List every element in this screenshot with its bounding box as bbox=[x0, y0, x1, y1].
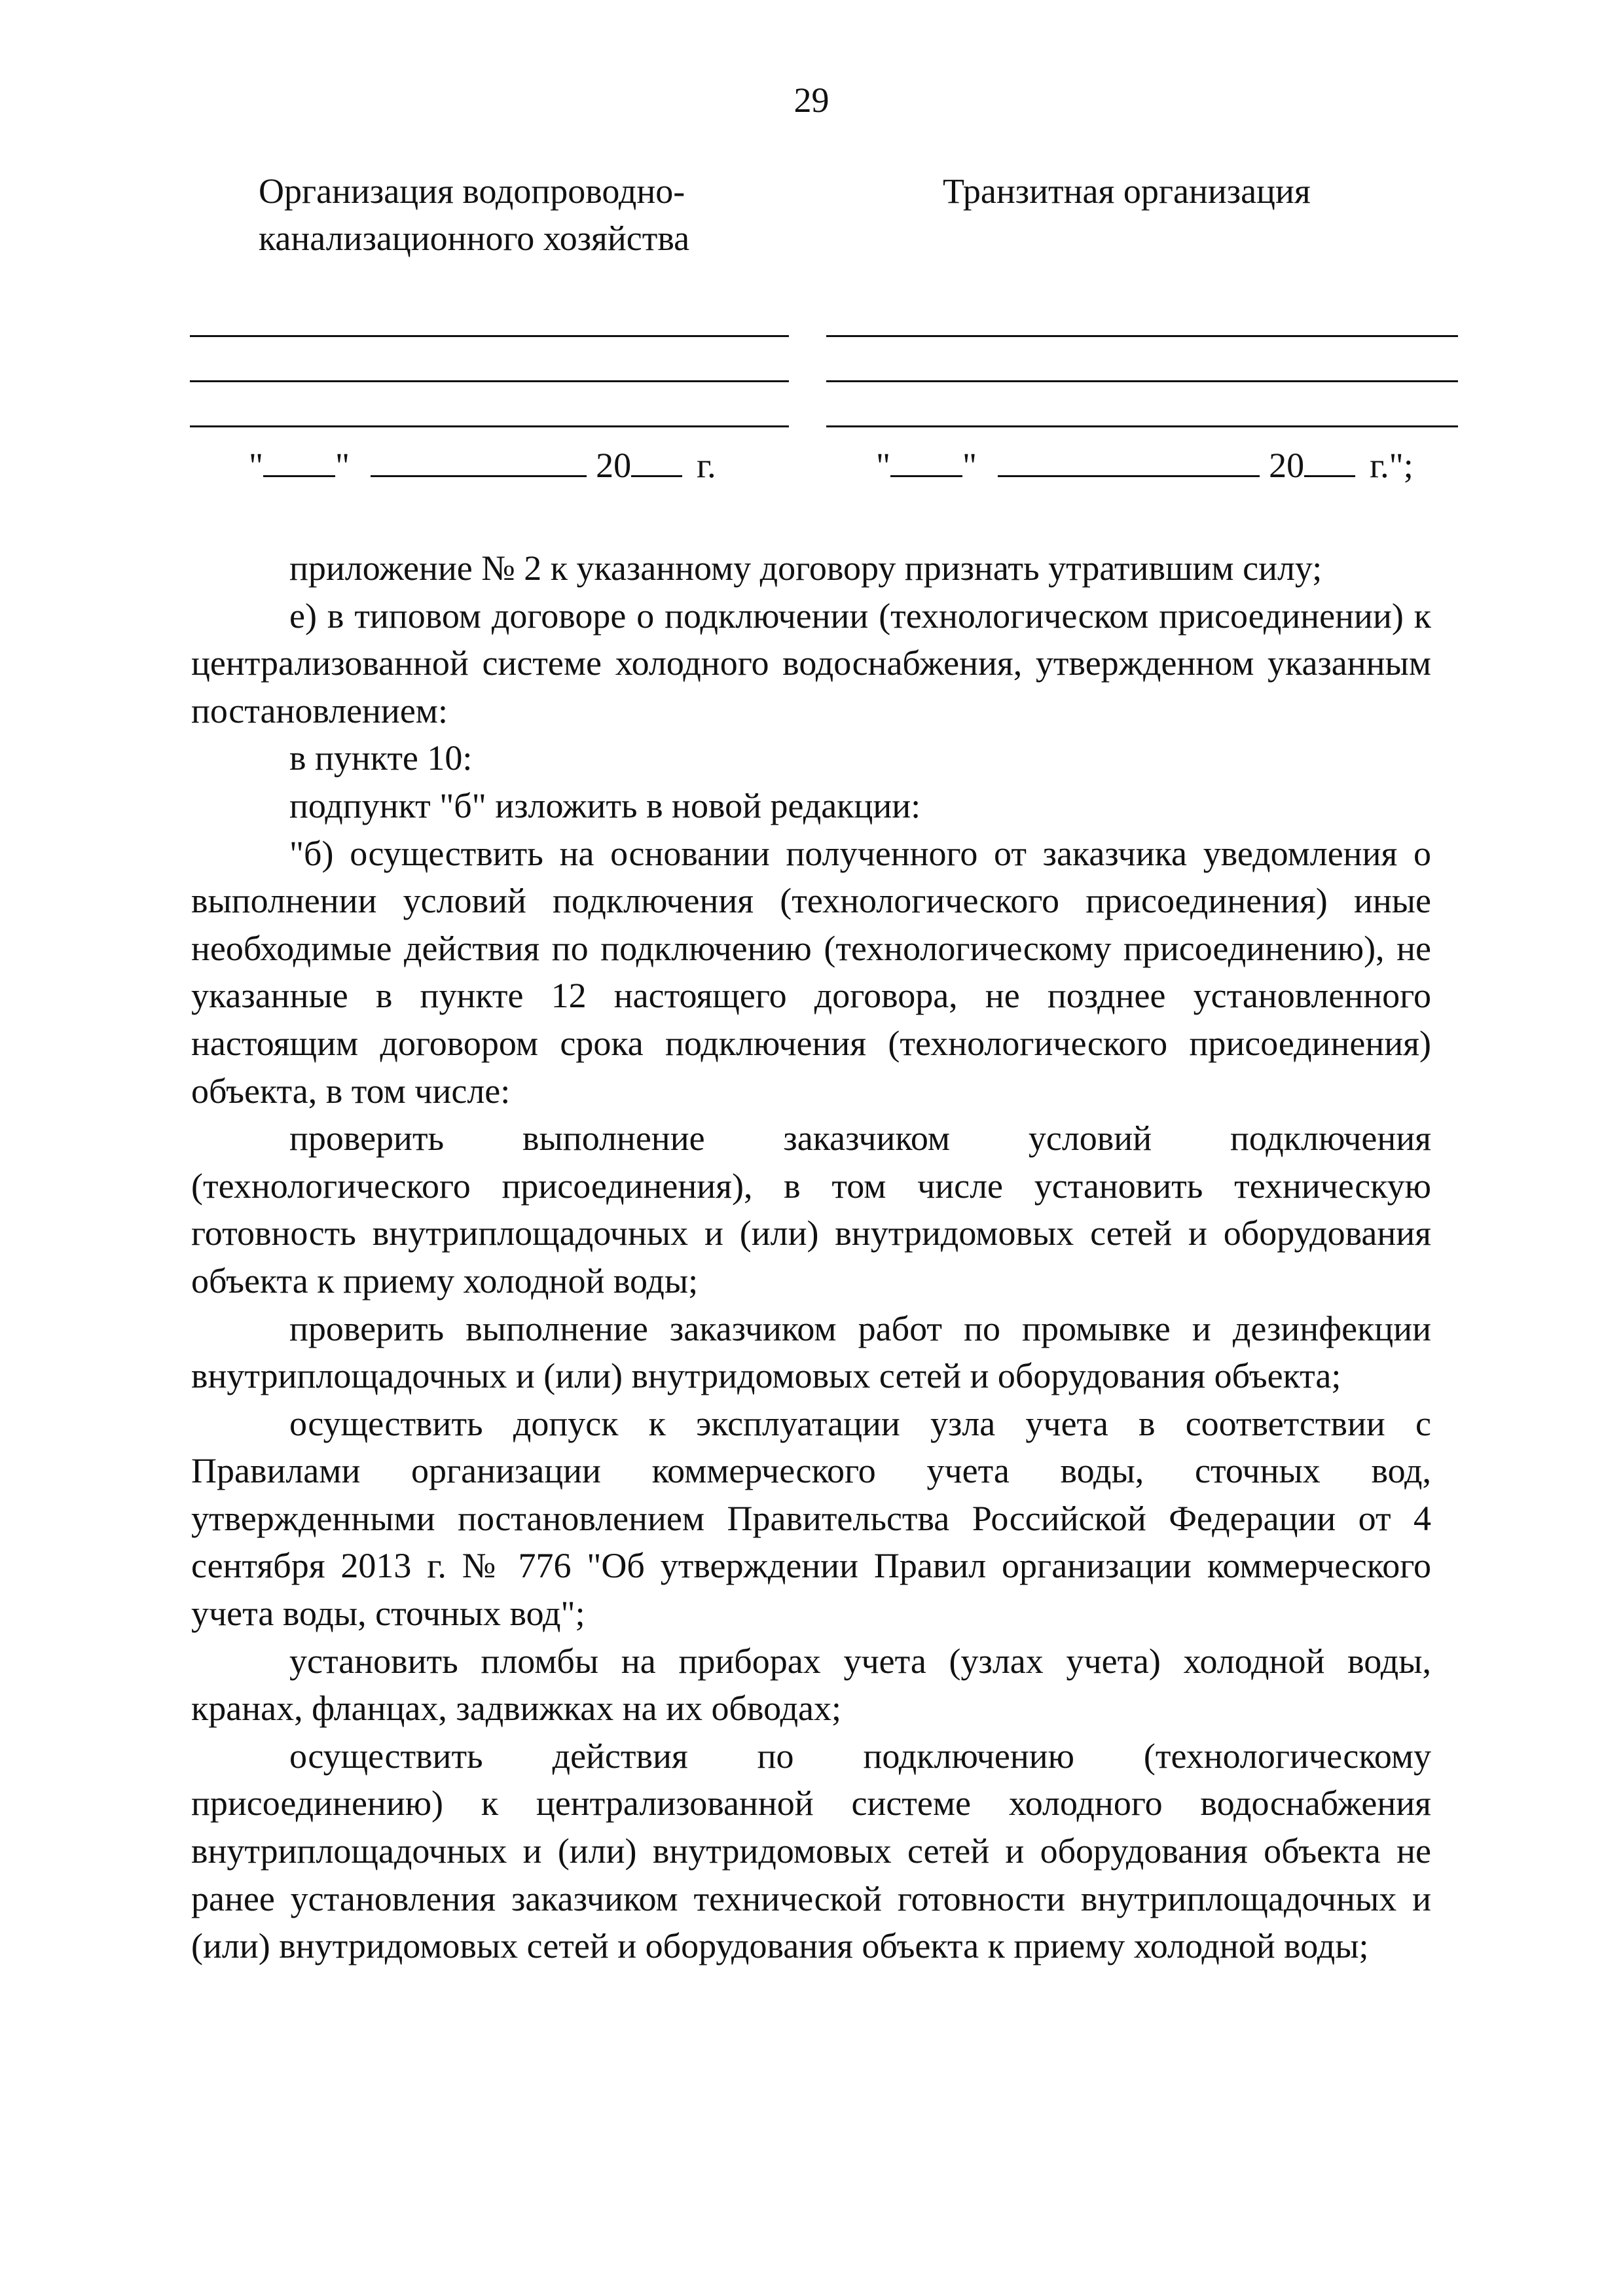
party-water-utility-line1: Организация водопроводно- bbox=[259, 171, 685, 211]
paragraph: осуществить допуск к эксплуатации узла учета в соответствии с Правилами организации коммерческого учета воды, сточных вод, утвержденными постановлением Правительства Российской Федерации от 4 сентября 2013 г. № 776 "Об утверждении Правил организации коммерческого учета воды, сточных вод"; bbox=[191, 1403, 1431, 1634]
signature-line-left-3 bbox=[190, 425, 789, 427]
quote-close: " bbox=[962, 446, 977, 485]
year-blank bbox=[631, 442, 682, 477]
paragraph: подпункт "б" изложить в новой редакции: bbox=[289, 785, 921, 825]
paragraph: приложение № 2 к указанному договору признать утратившим силу; bbox=[289, 548, 1322, 588]
month-blank bbox=[998, 442, 1260, 477]
year-prefix: 20 bbox=[596, 446, 632, 485]
signature-line-right-3 bbox=[826, 425, 1458, 427]
body-text bbox=[191, 545, 1431, 1970]
paragraph: е) в типовом договоре о подключении (технологическом присоединении) к централизованной системе холодного водоснабжения, утвержденном указанным постановлением: bbox=[191, 596, 1431, 730]
quote-open: " bbox=[876, 446, 891, 485]
month-blank bbox=[371, 442, 587, 477]
paragraph: осуществить действия по подключению (технологическому присоединению) к централизованной системе холодного водоснабжения внутриплощадочных и (или) внутридомовых сетей и оборудования объекта не ранее установления заказчиком технической готовности внутриплощадочных и (или) внутридомовых сетей и оборудования объекта к приему холодной воды; bbox=[191, 1736, 1431, 1966]
paragraph: в пункте 10: bbox=[289, 738, 473, 778]
party-water-utility bbox=[259, 168, 795, 262]
party-transit-organization-line1: Транзитная организация bbox=[943, 171, 1311, 211]
year-suffix: г. bbox=[697, 446, 716, 485]
date-line-left bbox=[249, 442, 716, 488]
year-prefix: 20 bbox=[1269, 446, 1305, 485]
signature-line-left-2 bbox=[190, 380, 789, 382]
signature-line-left-1 bbox=[190, 335, 789, 337]
paragraph: проверить выполнение заказчиком условий подключения (технологического присоединения), в том числе установить техническую готовность внутриплощадочных и (или) внутридомовых сетей и оборудования объекта к приему холодной воды; bbox=[191, 1119, 1431, 1300]
page-number: 29 bbox=[793, 81, 830, 120]
quote-open: " bbox=[249, 446, 264, 485]
day-blank bbox=[263, 442, 335, 477]
year-blank bbox=[1304, 442, 1355, 477]
paragraph: "б) осуществить на основании полученного от заказчика уведомления о выполнении условий подключения (технологического присоединения) иные необходимые действия по подключению (технологическому присоединению), не указанные в пункте 12 настоящего договора, не позднее установленного настоящим договором срока подключения (технологического присоединения) объекта, в том числе: bbox=[191, 833, 1431, 1111]
paragraph: установить пломбы на приборах учета (узлах учета) холодной воды, кранах, фланцах, задвижках на их обводах; bbox=[191, 1641, 1431, 1729]
party-water-utility-line2: канализационного хозяйства bbox=[259, 219, 690, 258]
year-suffix: г."; bbox=[1370, 446, 1413, 485]
quote-close: " bbox=[335, 446, 350, 485]
date-line-right bbox=[876, 442, 1413, 488]
day-blank bbox=[890, 442, 962, 477]
party-transit-organization bbox=[943, 168, 1480, 215]
signature-line-right-1 bbox=[826, 335, 1458, 337]
paragraph: проверить выполнение заказчиком работ по промывке и дезинфекции внутриплощадочных и (или) внутридомовых сетей и оборудования объекта; bbox=[191, 1308, 1431, 1396]
signature-line-right-2 bbox=[826, 380, 1458, 382]
